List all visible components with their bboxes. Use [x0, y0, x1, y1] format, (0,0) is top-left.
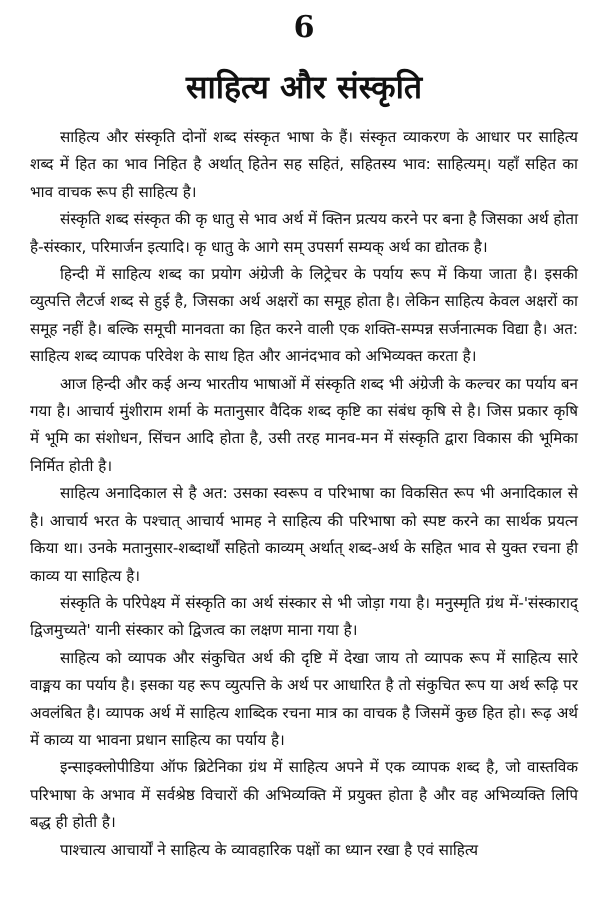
paragraph: संस्कृति शब्द संस्कृत की कृ धातु से भाव अर्थ में क्तिन प्रत्यय करने पर बना है जिसका अर्थ होता है-संस्कार, परिमार्जन इत्यादि। कृ धातु के आगे सम् उपसर्ग सम्यक् अर्थ का द्योतक है।	[30, 210, 578, 256]
paragraph: साहित्य और संस्कृति दोनों शब्द संस्कृत भाषा के हैं। संस्कृत व्याकरण के आधार पर साहित्य शब्द में हित का भाव निहित है अर्थात् हितेन सह सहितं, सहितस्य भाव: साहित्यम्। यहाँ सहित का भाव वाचक रूप ही साहित्य है।	[30, 128, 578, 201]
chapter-number: 6	[293, 10, 315, 45]
paragraph: पाश्चात्य आचार्यों ने साहित्य के व्यावहारिक पक्षों का ध्यान रखा है एवं साहित्य	[60, 840, 479, 859]
paragraph: संस्कृति के परिपेक्ष्य में संस्कृति का अर्थ संस्कार से भी जोड़ा गया है। मनुस्मृति ग्रंथ में-'संस्काराद् द्विजमुच्यते' यानी संस्कार को द्विजत्व का लक्षण माना गया है।	[30, 593, 578, 640]
paragraph: हिन्दी में साहित्य शब्द का प्रयोग अंग्रेजी के लिट्रेचर के पर्याय रूप में किया जाता है। इसकी व्युत्पत्ति लैटर्ज शब्द से हुई है, जिसका अर्थ अक्षरों का समूह होता है। लेकिन साहित्य केवल अक्षरों का समूह नहीं है। बल्कि समूची मानवता का हित करने वाली एक शक्ति-सम्पन्न सर्जनात्मक विद्या है। अत: साहित्य शब्द व्यापक परिवेश के साथ हित और आनंदभाव को अभिव्यक्त करता है।	[30, 265, 578, 366]
paragraph: आज हिन्दी और कई अन्य भारतीय भाषाओं में संस्कृति शब्द भी अंग्रेजी के कल्चर का पर्याय बन गया है। आचार्य मुंशीराम शर्मा के मतानुसार वैदिक शब्द कृष्टि का संबंध कृषि से है। जिस प्रकार कृषि में भूमि का संशोधन, सिंचन आदि होता है, उसी तरह मानव-मन में संस्कृति द्वारा विकास की भूमिका निर्मित होती है।	[30, 374, 578, 475]
chapter-title: साहित्य और संस्कृति	[185, 68, 423, 106]
paragraph: इन्साइक्लोपीडिया ऑफ ब्रिटेनिका ग्रंथ में साहित्य अपने में एक व्यापक शब्द है, जो वास्तविक परिभाषा के अभाव में सर्वश्रेष्ठ विचारों की अभिव्यक्ति में प्रयुक्त होता है और वह अभिव्यक्ति लिपि बद्ध ही होती है।	[30, 758, 578, 832]
paragraph: साहित्य अनादिकाल से है अत: उसका स्वरूप व परिभाषा का विकसित रूप भी अनादिकाल से है। आचार्य भरत के पश्चात् आचार्य भामह ने साहित्य की परिभाषा को स्पष्ट करने का सार्थक प्रयत्न किया था। उनके मतानुसार-शब्दार्थों सहितो काव्यम् अर्थात् शब्द-अर्थ के सहित भाव से युक्त रचना ही काव्य या साहित्य है।	[30, 484, 578, 585]
paragraph: साहित्य को व्यापक और संकुचित अर्थ की दृष्टि में देखा जाय तो व्यापक रूप में साहित्य सारे वाङ्मय का पर्याय है। इसका यह रूप व्युत्पत्ति के अर्थ पर आधारित है तो संकुचित रूप या अर्थ रूढ़ि पर अवलंबित है। व्यापक अर्थ में साहित्य शाब्दिक रचना मात्र का वाचक है जिसमें कुछ हित हो। रूढ़ अर्थ में काव्य या भावना प्रधान साहित्य का पर्याय है।	[30, 648, 578, 749]
